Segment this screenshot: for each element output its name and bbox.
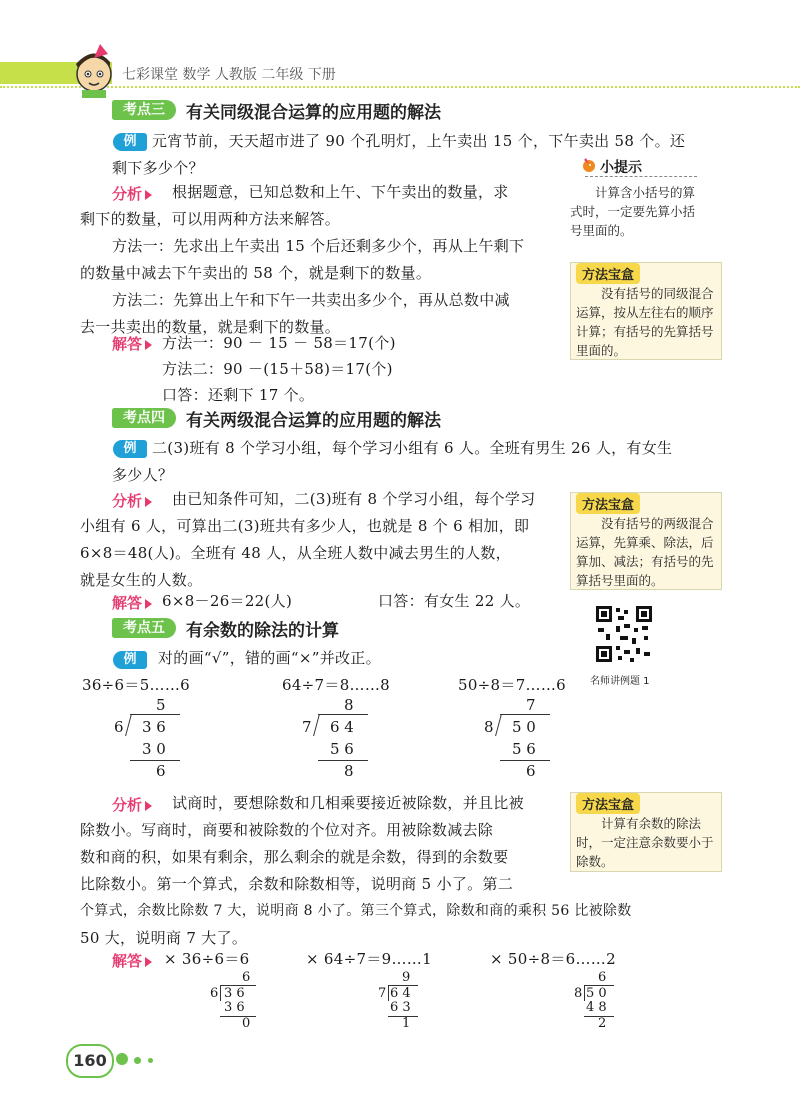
- header-text: 七彩课堂 数学 人教版 二年级 下册: [122, 67, 336, 83]
- long-division: [376, 970, 432, 1036]
- section-badge: 考点三: [112, 100, 176, 120]
- dividend: 3 6: [142, 718, 166, 736]
- example-text: 多少人？: [112, 466, 174, 484]
- quotient: 5: [156, 696, 166, 714]
- analysis-label: 分析: [112, 794, 152, 815]
- answer-text: × 36÷6＝6: [164, 950, 250, 968]
- long-division: [480, 696, 550, 786]
- bird-icon: [580, 156, 598, 174]
- divisor: 8: [574, 986, 583, 1001]
- dividend: 6 4: [330, 718, 354, 736]
- method-text: 方法二：先算出上午和下午一共卖出多少个，再从总数中减: [112, 291, 510, 309]
- method-box-text: 计算有余数的除法时，一定注意余数要小于除数。: [576, 816, 714, 869]
- remainder: 8: [344, 762, 354, 780]
- analysis-text: 试商时，要想除数和几相乘要接近被除数，并且比被: [172, 794, 524, 812]
- section-title: 有关两级混合运算的应用题的解法: [186, 411, 441, 431]
- analysis-label: 分析: [112, 183, 152, 204]
- answer-label: 解答: [112, 333, 152, 354]
- qr-code-icon[interactable]: [594, 604, 654, 664]
- remainder: 6: [526, 762, 536, 780]
- method-box-text: 没有括号的两级混合运算，先算乘、除法，后算加、减法；有括号的先算括号里面的。: [576, 516, 714, 588]
- divisor: 6: [114, 718, 124, 736]
- method-text: 去一共卖出的数量，就是剩下的数量。: [80, 318, 341, 336]
- method-box-title: 方法宝盒: [576, 493, 640, 514]
- quotient: 6: [598, 970, 607, 985]
- example-text: 元宵节前，天天超市进了 90 个孔明灯，上午卖出 15 个，下午卖出 58 个。还: [152, 132, 686, 150]
- analysis-text: 比除数小。第一个算式，余数和除数相等，说明商 5 小了。第二: [80, 875, 514, 893]
- method-box-title: 方法宝盒: [576, 263, 640, 284]
- answer-text: 方法一：90 － 15 － 58＝17(个): [162, 334, 396, 352]
- section-title: 有关同级混合运算的应用题的解法: [186, 103, 441, 123]
- equation: 50÷8＝7……6: [458, 676, 566, 694]
- section-title: 有余数的除法的计算: [186, 621, 339, 641]
- page-dot: [134, 1057, 141, 1064]
- equation: 36÷6＝5……6: [82, 676, 190, 694]
- product: 5 6: [512, 740, 536, 758]
- analysis-text: 个算式，余数比除数 7 大，说明商 8 小了。第三个算式，除数和商的乘积 56 比被除数: [80, 903, 632, 919]
- answer-text: × 50÷8＝6……2: [490, 950, 616, 968]
- page-dot: [116, 1053, 128, 1065]
- product: 3 0: [142, 740, 166, 758]
- example-text: 对的画“√”，错的画“×”并改正。: [158, 649, 381, 667]
- long-division: [298, 696, 368, 786]
- answer-text: 口答：有女生 22 人。: [378, 592, 531, 610]
- tip-text: 计算含小括号的算式时，一定要先算小括号里面的。: [570, 185, 696, 238]
- answer-label: 解答: [112, 950, 152, 971]
- page-dot: [148, 1058, 153, 1063]
- analysis-text: 根据题意，已知总数和上午、下午卖出的数量，求: [172, 183, 509, 201]
- dividend: 5 0: [512, 718, 536, 736]
- product: 5 6: [330, 740, 354, 758]
- quotient: 8: [344, 696, 354, 714]
- remainder: 1: [402, 1016, 411, 1031]
- answer-label: 解答: [112, 592, 152, 613]
- product: 3 6: [224, 1000, 245, 1015]
- analysis-text: 由已知条件可知，二(3)班有 8 个学习小组，每个学习: [172, 490, 536, 508]
- product: 6 3: [390, 1000, 411, 1015]
- example-text: 二(3)班有 8 个学习小组，每个学习小组有 6 人。全班有男生 26 人，有女生: [152, 439, 673, 457]
- example-badge: 例: [113, 440, 147, 458]
- mascot-icon: [64, 40, 124, 100]
- answer-text: × 64÷7＝9……1: [306, 950, 432, 968]
- long-division: [110, 696, 180, 786]
- quotient: 7: [526, 696, 536, 714]
- tip-divider: [585, 176, 697, 177]
- tip-title: 小提示: [600, 160, 642, 176]
- method-box-title: 方法宝盒: [576, 793, 640, 814]
- answer-text: 6×8－26＝22(人): [162, 592, 293, 610]
- section-badge: 考点四: [112, 408, 176, 428]
- analysis-text: 除数小。写商时，商要和被除数的个位对齐。用被除数减去除: [80, 821, 494, 839]
- analysis-text: 50 大，说明商 7 大了。: [80, 929, 248, 947]
- method-text: 方法一：先求出上午卖出 15 个后还剩多少个，再从上午剩下: [112, 237, 525, 255]
- answer-text: 方法二：90 －(15＋58)＝17(个): [162, 360, 393, 378]
- divisor: 6: [210, 986, 219, 1001]
- quotient: 6: [242, 970, 251, 985]
- method-box-text: 没有括号的同级混合运算，按从左往右的顺序计算；有括号的先算括号里面的。: [576, 286, 714, 358]
- remainder: 6: [156, 762, 166, 780]
- analysis-text: 6×8＝48(人)。全班有 48 人，从全班人数中减去男生的人数，: [80, 544, 511, 562]
- answer-text: 口答：还剩下 17 个。: [162, 386, 315, 404]
- divisor: 8: [484, 718, 494, 736]
- equation: 64÷7＝8……8: [282, 676, 390, 694]
- example-badge: 例: [113, 651, 147, 669]
- example-text: 剩下多少个？: [112, 159, 204, 177]
- remainder: 2: [598, 1016, 607, 1031]
- product: 4 8: [586, 1000, 607, 1015]
- remainder: 0: [242, 1016, 251, 1031]
- example-badge: 例: [113, 133, 147, 151]
- analysis-text: 就是女生的人数。: [80, 571, 203, 589]
- long-division: [208, 970, 264, 1036]
- analysis-text: 剩下的数量，可以用两种方法来解答。: [80, 210, 341, 228]
- dividend: 5 0: [586, 986, 607, 1001]
- qr-caption: 名师讲例题 1: [590, 676, 650, 687]
- analysis-label: 分析: [112, 490, 152, 511]
- page-number: 160: [66, 1044, 114, 1078]
- analysis-text: 数和商的积，如果有剩余，那么剩余的就是余数，得到的余数要: [80, 848, 509, 866]
- divisor: 7: [302, 718, 312, 736]
- analysis-text: 小组有 6 人，可算出二(3)班共有多少人，也就是 8 个 6 相加，即: [80, 517, 530, 535]
- long-division: [572, 970, 628, 1036]
- dividend: 6 4: [390, 986, 411, 1001]
- method-text: 的数量中减去下午卖出的 58 个，就是剩下的数量。: [80, 264, 432, 282]
- dividend: 3 6: [224, 986, 245, 1001]
- section-badge: 考点五: [112, 618, 176, 638]
- divisor: 7: [378, 986, 387, 1001]
- quotient: 9: [402, 970, 411, 985]
